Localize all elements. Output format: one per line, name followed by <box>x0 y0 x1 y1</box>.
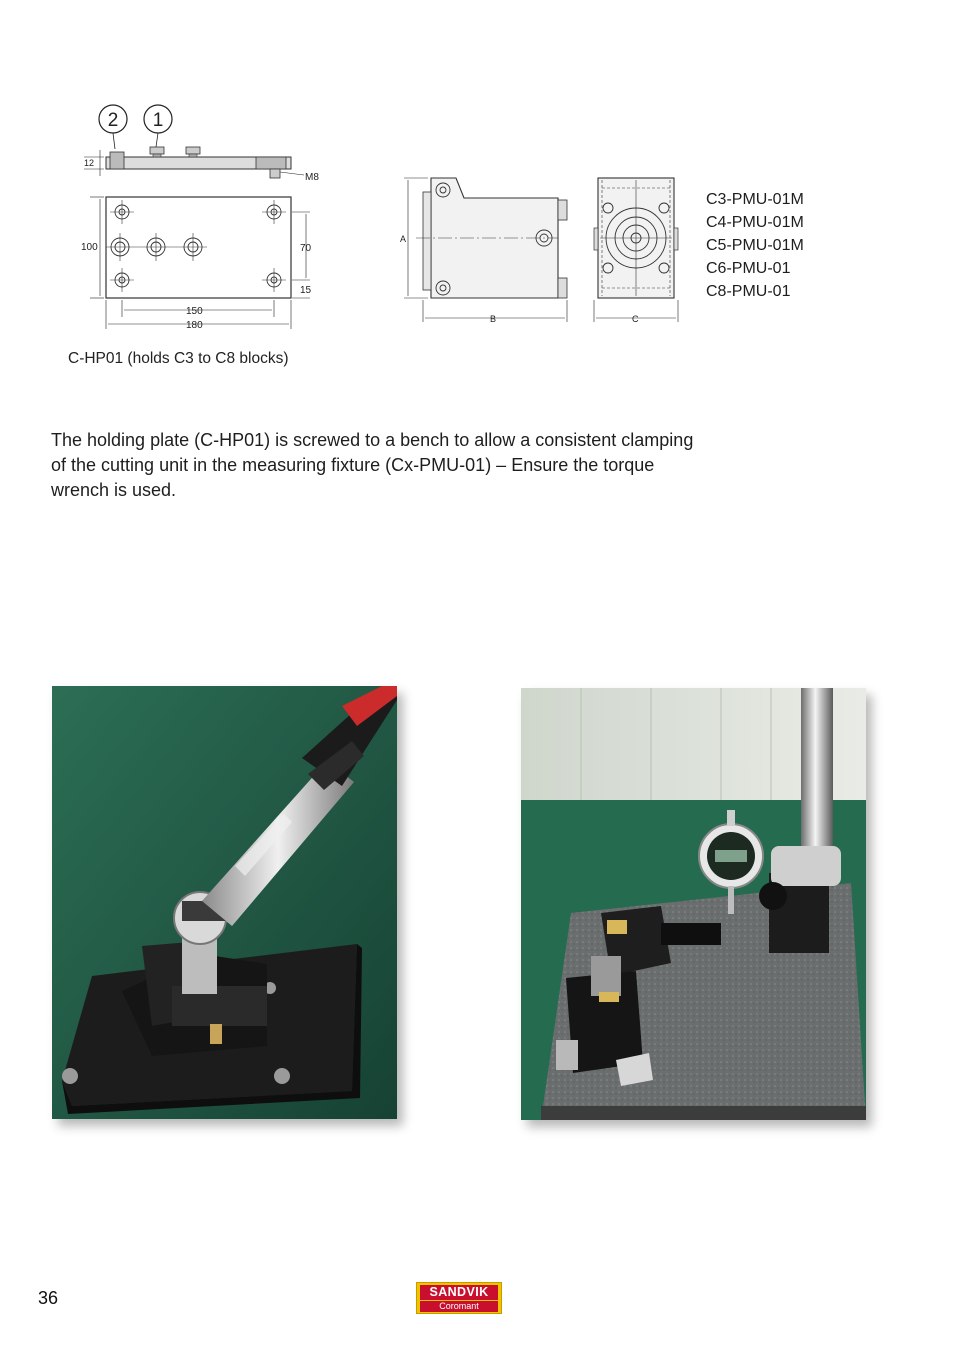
measuring-fixture-photo <box>521 688 866 1120</box>
dim-c-label: C <box>632 314 639 324</box>
dim-15-label: 15 <box>300 285 312 296</box>
logo-line-1: SANDVIK <box>420 1285 498 1300</box>
dim-a-label: A <box>400 234 407 244</box>
logo-line-2: Coromant <box>420 1301 498 1312</box>
dim-m8-label: M8 <box>305 172 319 183</box>
callout-2-label: 2 <box>107 110 119 131</box>
part-number: C8-PMU-01 <box>706 283 791 300</box>
part-number: C6-PMU-01 <box>706 260 791 277</box>
part-number: C4-PMU-01M <box>706 214 804 231</box>
part-number: C3-PMU-01M <box>706 191 804 208</box>
dim-150-label: 150 <box>186 306 203 317</box>
callout-1-label: 1 <box>152 110 164 131</box>
sandvik-coromant-logo <box>416 1282 502 1314</box>
dim-100-label: 100 <box>81 242 98 253</box>
dim-b-label: B <box>490 314 497 324</box>
torque-wrench-photo <box>52 686 397 1119</box>
measuring-fixture-drawing <box>396 170 686 330</box>
part-number: C5-PMU-01M <box>706 237 804 254</box>
holding-plate-drawing <box>70 95 340 340</box>
body-paragraph: The holding plate (C-HP01) is screwed to a bench to allow a consistent clamping of the cutting unit in the measuring fixture (Cx-PMU-01) – Ensure the torque wrench is used. <box>51 430 694 500</box>
drawing-caption: C-HP01 (holds C3 to C8 blocks) <box>68 350 289 367</box>
dim-70-label: 70 <box>300 243 312 254</box>
dim-180-label: 180 <box>186 320 203 331</box>
dim-12-label: 12 <box>84 158 95 168</box>
part-number-list <box>706 188 804 303</box>
page-number: 36 <box>38 1288 59 1308</box>
